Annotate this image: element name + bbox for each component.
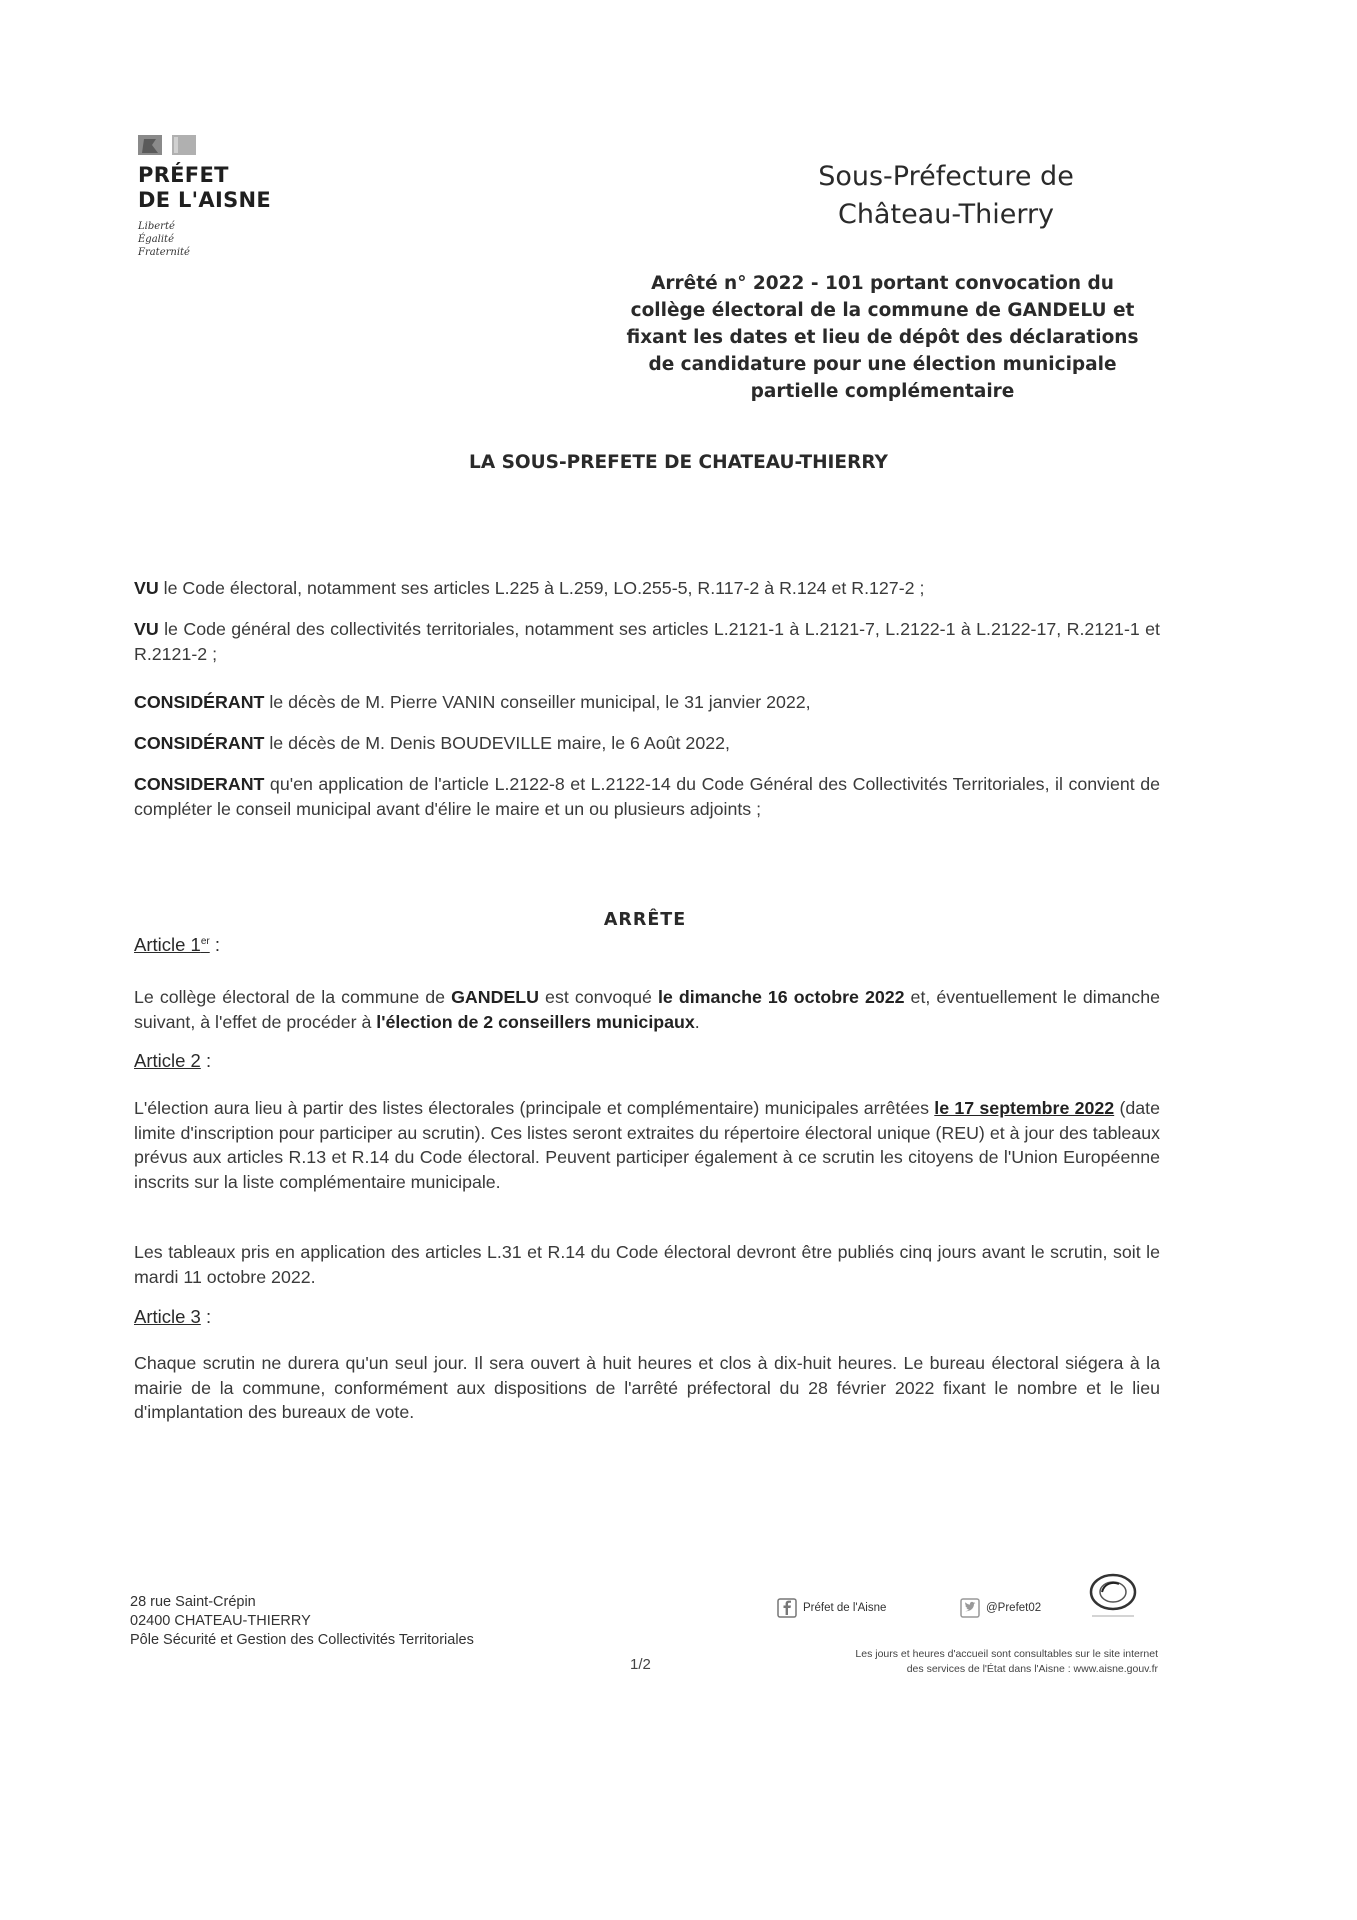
text-run: L'élection aura lieu à partir des listes électorales (principale et complémentaire) municipales arrêtées [134,1098,935,1118]
prefet-line-2: DE L'AISNE [138,188,272,212]
considerant-text: le décès de M. Pierre VANIN conseiller municipal, le 31 janvier 2022, [264,692,811,712]
footer-note [700,1647,1158,1677]
sous-prefecture-line-1: Sous-Préfecture de [818,161,1074,192]
arrete-title-line: de candidature pour une élection municipale [648,354,1117,375]
considerant-text: le décès de M. Denis BOUDEVILLE maire, le 6 Août 2022, [264,733,730,753]
twitter-icon [960,1598,980,1618]
arrete-title-line: Arrêté n° 2022 - 101 portant convocation du [651,273,1114,294]
authority-heading: LA SOUS-PREFETE DE CHATEAU-THIERRY [469,452,888,473]
arrete-title-line: fixant les dates et lieu de dépôt des déclarations [626,327,1139,348]
address-line: 28 rue Saint-Crépin [130,1594,256,1610]
considerant-lead: CONSIDÉRANT [134,692,265,712]
visa-text: le Code électoral, notamment ses articles L.225 à L.259, LO.255-5, R.117-2 à R.124 et R.127-2 ; [158,578,925,598]
article-3-label-text: Article 3 [134,1306,201,1327]
footer-note-line: des services de l'État dans l'Aisne : www.aisne.gouv.fr [906,1663,1158,1675]
visa-paragraph [134,617,1160,666]
bold-run: le dimanche 16 octobre 2022 [657,987,905,1007]
article-2-suffix: : [200,1050,212,1071]
bold-run: l'élection de 2 conseillers municipaux [376,1011,695,1032]
article-2-paragraph-2: Les tableaux pris en application des articles L.31 et R.14 du Code électoral devront être publiés cinq jours avant le scrutin, soit le mardi 11 octobre 2022. [134,1242,1160,1287]
article-1-sup: er [200,935,210,947]
page-number: 1/2 [630,1656,651,1673]
considerant-text: qu'en application de l'article L.2122-8 et L.2122-14 du Code Général des Collectivités Territoriales, il convient de compléter le conseil municipal avant d'élire le maire et un ou plusieurs adjoints ; [134,774,1160,819]
considerant-lead: CONSIDERANT [134,774,265,794]
considerant-paragraph [134,772,1160,821]
footer-address [130,1593,474,1650]
arrete-title [610,270,1155,405]
bold-run: GANDELU [451,987,540,1007]
address-line: Pôle Sécurité et Gestion des Collectivités Territoriales [130,1632,474,1648]
article-2-label [134,1050,211,1072]
article-1-text [134,985,1160,1034]
visa-lead: VU [134,578,159,598]
facebook-label: Préfet de l'Aisne [803,1602,887,1614]
article-3-paragraph-1: Chaque scrutin ne durera qu'un seul jour. Il sera ouvert à huit heures et clos à dix-huit heures. Le bureau électoral siégera à la mairie de la commune, conformément aux dispositions de l'arrêté préfectoral du 28 février 2022 fixant le nombre et le lieu d'implantation des bureaux de vote. [134,1353,1160,1422]
article-1-label-text: Article 1 [134,934,201,955]
text-run: Le collège électoral de la commune de [134,987,452,1007]
article-2-label-text: Article 2 [134,1050,201,1071]
twitter-link[interactable] [960,1598,1041,1618]
considerant-lead: CONSIDÉRANT [134,733,265,753]
article-3-suffix: : [200,1306,212,1327]
address-line: 02400 CHATEAU-THIERRY [130,1613,311,1629]
marianne-logo-icon [138,133,200,155]
article-3-label [134,1306,211,1328]
article-1-label [134,934,220,956]
text-run: est convoqué [539,987,658,1007]
qualivelle-label-icon [1078,1572,1144,1622]
facebook-icon [777,1598,797,1618]
visa-paragraph [134,576,1160,601]
prefet-line-1: PRÉFET [138,163,229,187]
sous-prefecture-heading [740,158,1152,234]
text-run: (date limite d'inscription pour participer au scrutin). Ces listes seront extraites du répertoire électoral unique (REU) et à jour des tableaux prévus aux articles R.13 et R.14 du Code électoral. Peuvent participer également à ce scrutin les citoyens de l'Union Européenne inscrits sur la liste complémentaire municipale. [134,1098,1160,1192]
text-run: et, éventuellement le dimanche suivant, à l'effet de procéder à [134,987,1160,1032]
underlined-date: le 17 septembre 2022 [934,1098,1115,1118]
arrete-title-line: partielle complémentaire [750,381,1015,402]
sous-prefecture-line-2: Château-Thierry [837,199,1055,230]
arrete-heading: ARRÊTE [603,910,687,930]
article-1-suffix: : [209,934,221,955]
article-2-paragraph-1 [134,1096,1160,1194]
republic-motto [138,220,190,259]
prefet-title [138,163,271,213]
facebook-link[interactable] [777,1598,886,1618]
motto-liberte: Liberté [138,221,175,232]
considerant-paragraph [134,690,1160,715]
visa-text: le Code général des collectivités territoriales, notamment ses articles L.2121-1 à L.2121-7, L.2122-1 à L.2122-17, R.2121-1 et R.2121-2 ; [134,619,1160,664]
considerant-paragraph [134,731,1160,756]
arrete-title-line: collège électoral de la commune de GANDELU et [630,300,1135,321]
text-run: . [694,1011,700,1032]
twitter-label: @Prefet02 [986,1602,1042,1614]
motto-fraternite: Fraternité [138,247,190,258]
footer-note-line: Les jours et heures d'accueil sont consultables sur le site internet [855,1648,1158,1660]
motto-egalite: Égalité [138,234,174,245]
visa-lead: VU [134,619,159,639]
